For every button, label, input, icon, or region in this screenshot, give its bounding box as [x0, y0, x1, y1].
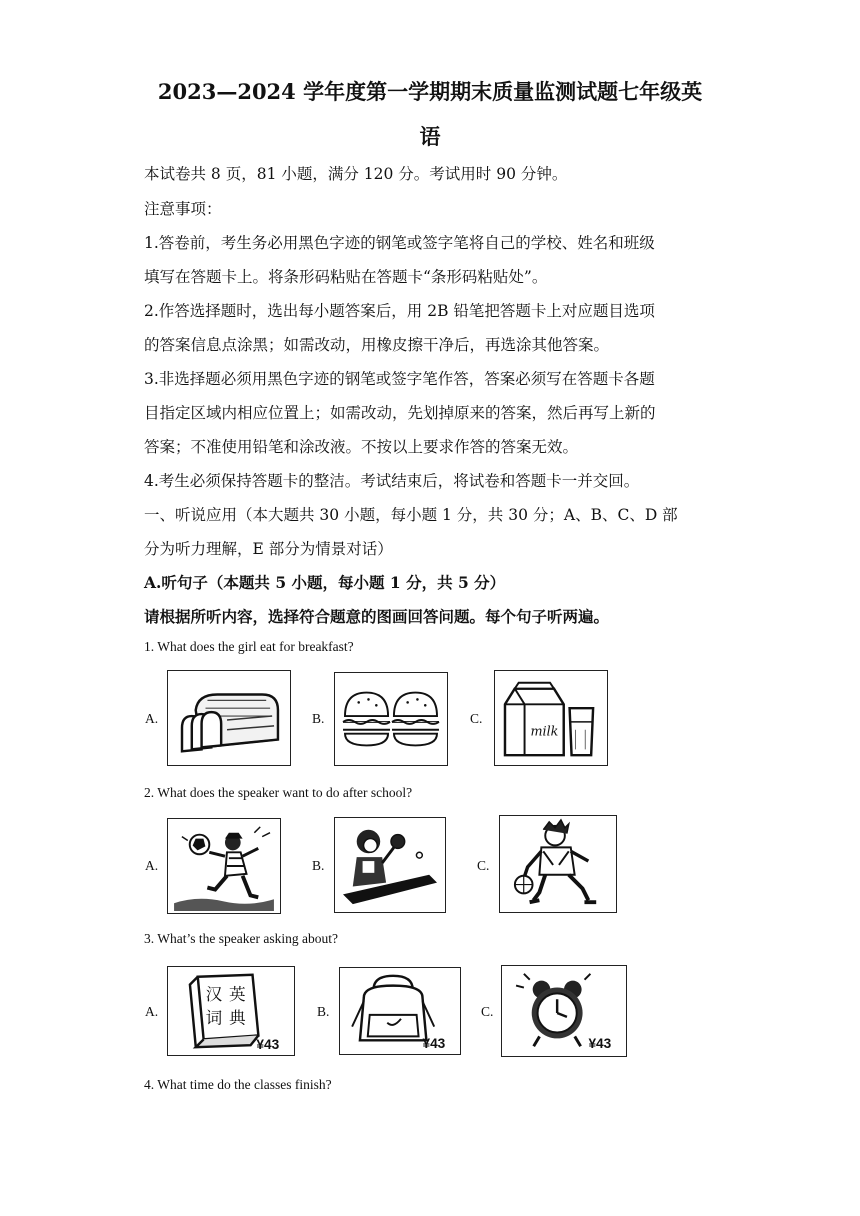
milk-icon [495, 671, 607, 765]
q3-option-a-label: A. [145, 1004, 159, 1019]
note-4: 4.考生必须保持答题卡的整洁。考试结束后，将试卷和答题卡一并交回。 [144, 472, 640, 490]
hamburgers-icon [335, 673, 447, 765]
basketball-player-icon [500, 816, 616, 912]
note-3-line-a: 3.非选择题必须用黑色字迹的钢笔或签字笔作答，答案必须写在答题卡各题 [144, 370, 655, 388]
q2-option-b-image [334, 817, 446, 913]
q3-b-price-tag: ¥43 [422, 1036, 446, 1052]
soccer-player-icon [168, 819, 280, 913]
q1-option-c-image [494, 670, 608, 766]
note-3-line-b: 目指定区域内相应位置上；如需改动，先划掉原来的答案，然后再写上新的 [144, 404, 656, 422]
q3-option-c-label: C. [481, 1004, 494, 1019]
page-title-line2: 语 [419, 124, 441, 149]
question-2: 2. What does the speaker want to do after school? [144, 785, 413, 800]
page-title-line1: 2023—2024 学年度第一学期期末质量监测试题七年级英 [157, 79, 703, 104]
dictionary-icon [168, 967, 294, 1055]
q3-c-price-tag: ¥43 [588, 1036, 612, 1052]
question-3: 3. What’s the speaker asking about? [144, 931, 338, 946]
note-1-line-a: 1.答卷前，考生务必用黑色字迹的钢笔或签字笔将自己的学校、姓名和班级 [144, 234, 655, 252]
question-1: 1. What does the girl eat for breakfast? [144, 639, 354, 654]
milk-carton-text: milk [530, 723, 559, 739]
q1-option-a-label: A. [145, 711, 159, 726]
q2-option-a-label: A. [145, 858, 159, 873]
section-1-heading-a: 一、听说应用（本大题共 30 小题，每小题 1 分，共 30 分；A、B、C、D 部 [144, 506, 678, 524]
q3-a-price-tag: ¥43 [256, 1037, 280, 1053]
alarm-clock-icon [502, 966, 626, 1056]
q1-option-c-label: C. [470, 711, 483, 726]
notes-heading: 注意事项： [144, 200, 222, 218]
bread-icon [168, 671, 290, 765]
q2-option-b-label: B. [312, 858, 325, 873]
note-3-line-c: 答案；不准使用铅笔和涂改液。不按以上要求作答的答案无效。 [144, 438, 579, 456]
section-1-heading-b: 分为听力理解，E 部分为情景对话） [144, 540, 393, 558]
backpack-icon [340, 968, 460, 1054]
note-1-line-b: 填写在答题卡上。将条形码粘贴在答题卡“条形码粘贴处”。 [144, 268, 548, 286]
note-2-line-a: 2.作答选择题时，选出每小题答案后，用 2B 铅笔把答题卡上对应题目选项 [144, 302, 655, 320]
dictionary-char-1: 汉 [205, 985, 223, 1005]
q3-option-b-image [339, 967, 461, 1055]
q3-option-a-image [167, 966, 295, 1056]
exam-info: 本试卷共 8 页，81 小题，满分 120 分。考试用时 90 分钟。 [144, 165, 568, 183]
part-a-instruction: 请根据所听内容，选择符合题意的图画回答问题。每个句子听两遍。 [144, 607, 610, 626]
dictionary-char-3: 词 [205, 1008, 223, 1028]
q3-option-b-label: B. [317, 1004, 330, 1019]
q1-option-b-label: B. [312, 711, 325, 726]
q2-option-c-label: C. [477, 858, 490, 873]
q1-option-a-image [167, 670, 291, 766]
q3-option-c-image [501, 965, 627, 1057]
part-a-heading: A.听句子（本题共 5 小题，每小题 1 分，共 5 分） [144, 573, 506, 592]
q1-option-b-image [334, 672, 448, 766]
ping-pong-player-icon [335, 818, 445, 912]
dictionary-char-4: 典 [229, 1008, 246, 1028]
note-2-line-b: 的答案信息点涂黑；如需改动，用橡皮擦干净后，再选涂其他答案。 [144, 336, 610, 354]
dictionary-char-2: 英 [229, 985, 246, 1005]
q2-option-c-image [499, 815, 617, 913]
question-4: 4. What time do the classes finish? [144, 1077, 332, 1092]
q2-option-a-image [167, 818, 281, 914]
